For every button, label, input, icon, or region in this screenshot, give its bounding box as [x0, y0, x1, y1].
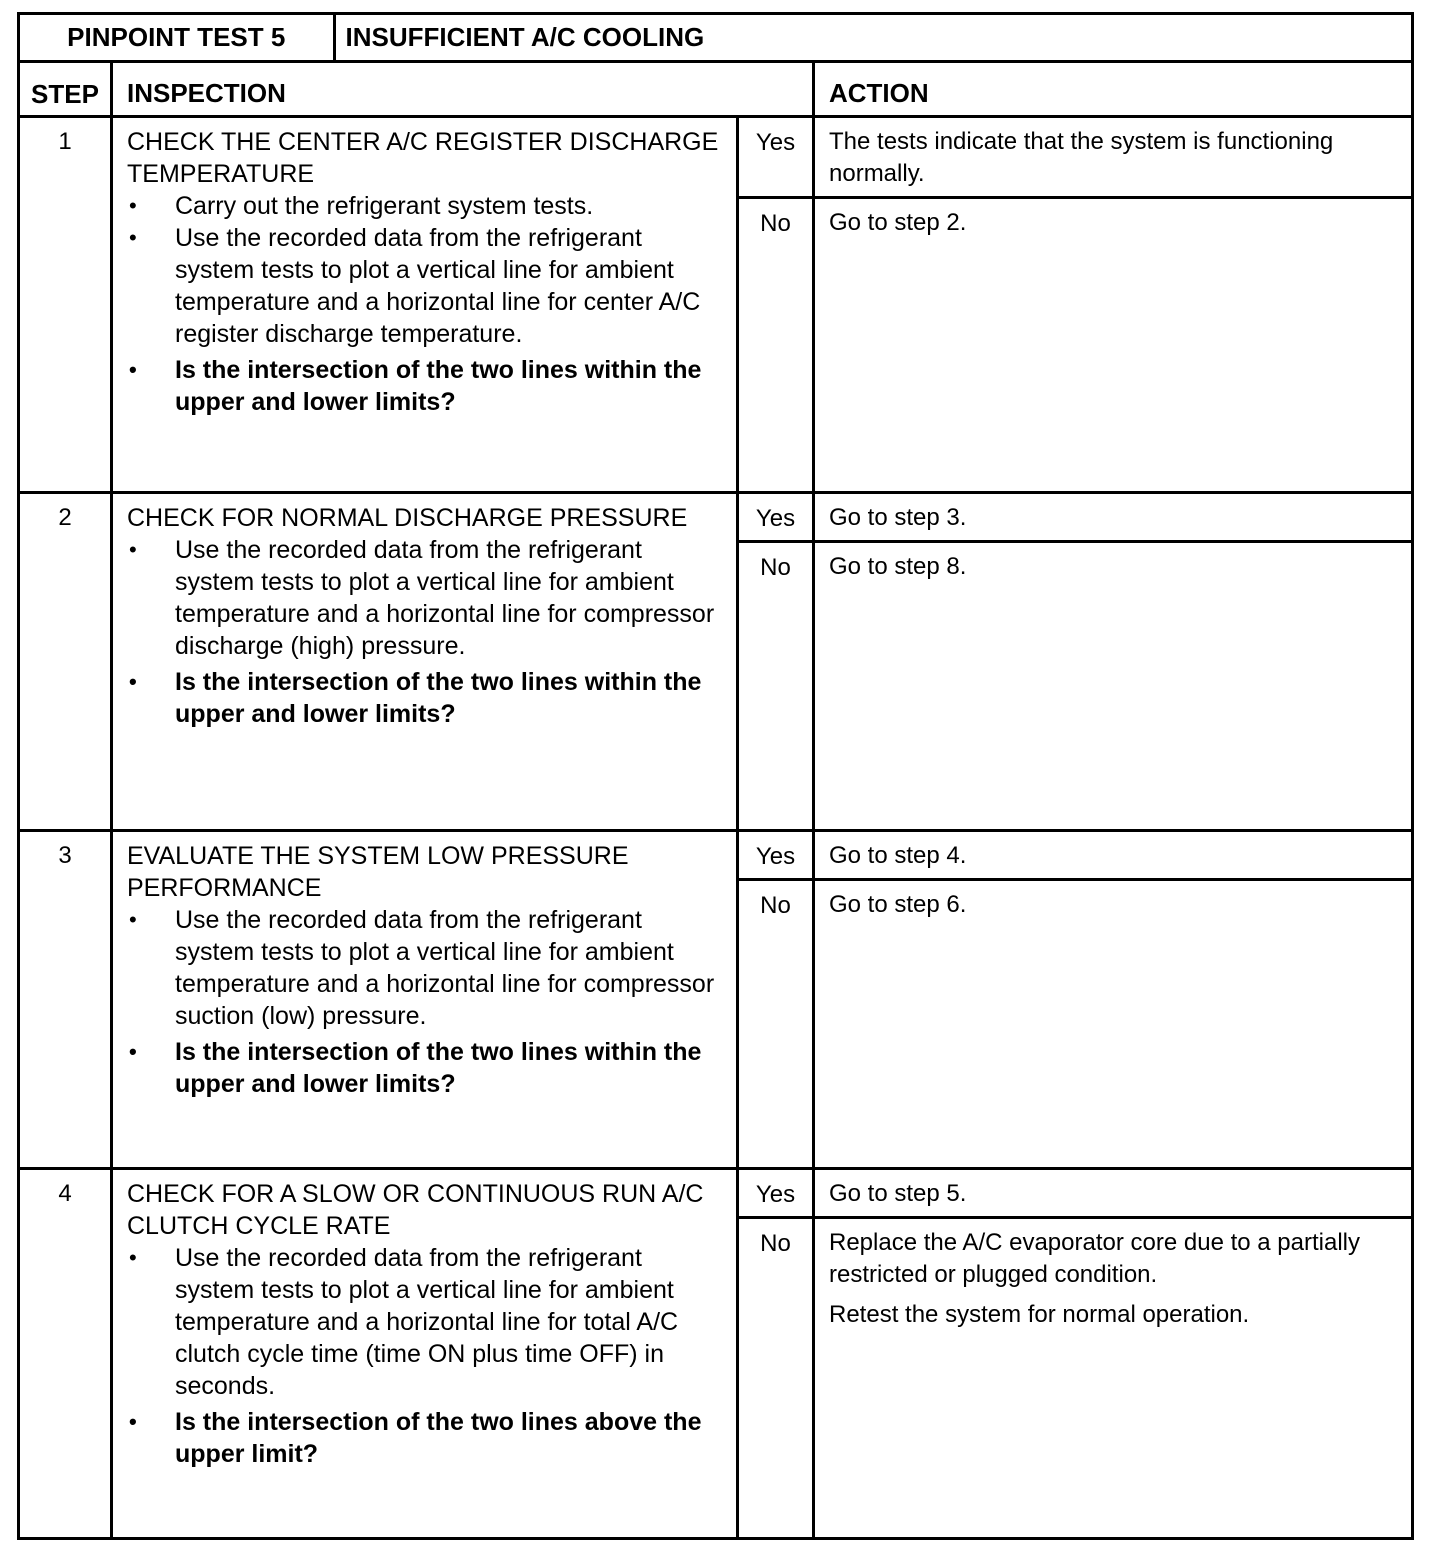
inspection-bullet: • Carry out the refrigerant system tests. [127, 190, 724, 222]
inspection-cell [112, 117, 738, 493]
inspection-bullets [127, 1242, 724, 1470]
test-name: INSUFFICIENT A/C COOLING [345, 22, 705, 52]
step-number: 3 [19, 831, 112, 1169]
yes-action: Go to step 3. [814, 493, 1413, 542]
test-id: PINPOINT TEST 5 [20, 15, 334, 60]
step-number: 2 [19, 493, 112, 831]
column-headers [19, 62, 1413, 117]
inspection-bullets [127, 190, 724, 418]
pinpoint-test-sheet [17, 12, 1411, 1540]
title-bar [19, 14, 1413, 62]
inspection-bullet: • Use the recorded data from the refrigerant system tests to plot a vertical line for ambient temperature and a horizontal line for compressor suction (low) pressure. [127, 904, 724, 1032]
inspection-cell [112, 1169, 738, 1539]
inspection-question: • Is the intersection of the two lines above the upper limit? [127, 1406, 724, 1470]
step-row [19, 831, 1413, 880]
inspection-title: EVALUATE THE SYSTEM LOW PRESSURE PERFORMANCE [127, 842, 629, 902]
no-label: No [738, 880, 814, 1169]
inspection-question: • Is the intersection of the two lines within the upper and lower limits? [127, 1036, 724, 1100]
yes-label: Yes [738, 493, 814, 542]
pinpoint-test-table [17, 12, 1414, 1540]
yes-action: Go to step 5. [814, 1169, 1413, 1218]
inspection-cell [112, 493, 738, 831]
yes-action: Go to step 4. [814, 831, 1413, 880]
no-label: No [738, 542, 814, 831]
inspection-bullets [127, 534, 724, 730]
no-action [814, 1218, 1413, 1539]
inspection-bullet: • Use the recorded data from the refrigerant system tests to plot a vertical line for ambient temperature and a horizontal line for total A/C clutch cycle time (time ON plus time OFF) in seconds. [127, 1242, 724, 1402]
yes-label: Yes [738, 117, 814, 198]
yes-label: Yes [738, 1169, 814, 1218]
step-row [19, 117, 1413, 198]
inspection-bullets [127, 904, 724, 1100]
inspection-title: CHECK THE CENTER A/C REGISTER DISCHARGE TEMPERATURE [127, 128, 719, 188]
no-label: No [738, 198, 814, 493]
inspection-cell [112, 831, 738, 1169]
no-action-text: Replace the A/C evaporator core due to a partially restricted or plugged condition. [829, 1229, 1360, 1288]
step-number: 1 [19, 117, 112, 493]
inspection-bullet: • Use the recorded data from the refrigerant system tests to plot a vertical line for ambient temperature and a horizontal line for compressor discharge (high) pressure. [127, 534, 724, 662]
no-action: Go to step 6. [814, 880, 1413, 1169]
no-label: No [738, 1218, 814, 1539]
step-number: 4 [19, 1169, 112, 1539]
no-action-text-2: Retest the system for normal operation. [829, 1301, 1250, 1328]
no-action: Go to step 2. [814, 198, 1413, 493]
inspection-question: • Is the intersection of the two lines within the upper and lower limits? [127, 666, 724, 730]
inspection-title: CHECK FOR A SLOW OR CONTINUOUS RUN A/C CLUTCH CYCLE RATE [127, 1180, 704, 1240]
step-row [19, 1169, 1413, 1218]
step-row [19, 493, 1413, 542]
yes-label: Yes [738, 831, 814, 880]
inspection-title: CHECK FOR NORMAL DISCHARGE PRESSURE [127, 504, 688, 532]
header-step: STEP [19, 62, 112, 117]
header-action: ACTION [814, 62, 1413, 117]
header-inspection: INSPECTION [112, 62, 814, 117]
yes-action: The tests indicate that the system is functioning normally. [814, 117, 1413, 198]
inspection-question: • Is the intersection of the two lines within the upper and lower limits? [127, 354, 724, 418]
no-action: Go to step 8. [814, 542, 1413, 831]
inspection-bullet: • Use the recorded data from the refrigerant system tests to plot a vertical line for ambient temperature and a horizontal line for center A/C register discharge temperature. [127, 222, 724, 350]
